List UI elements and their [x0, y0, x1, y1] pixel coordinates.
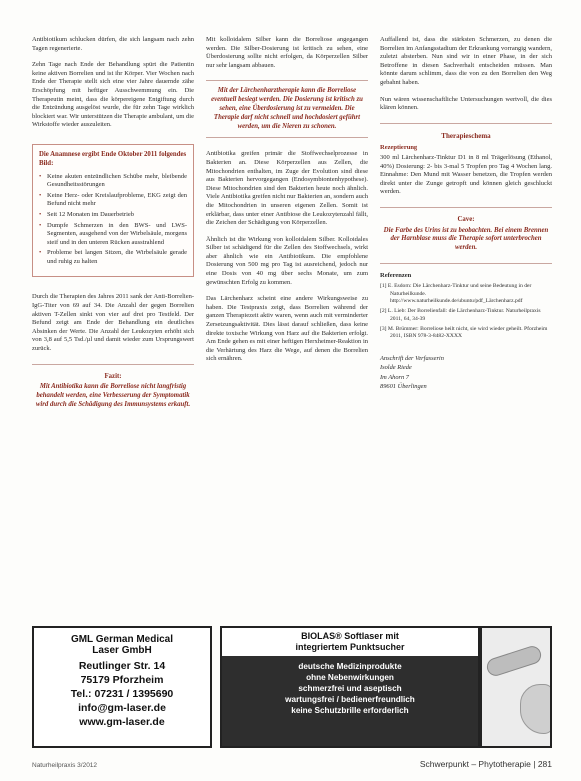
paragraph: Nun wären wissenschaftliche Untersuchungen wertvoll, die dies klären können. [380, 95, 552, 112]
divider [32, 364, 194, 365]
cave-heading: Cave: [457, 215, 475, 223]
list-item: • Seit 12 Monaten im Dauerbetrieb [39, 211, 187, 220]
author-name: Isolde Riede [380, 364, 412, 372]
fazit-heading: Fazit: [104, 372, 122, 380]
highlight-text: Mit der Lärchenharztherapie kann die Borreliose eventuell besiegt werden. Die Dosierung ist kritisch zu sehen, eine Überdosierung ist zu vermeiden. Die Therapie darf nicht schnell und hochdosiert geführt werden, um die Nieren zu schonen. [211, 87, 363, 130]
paragraph: Antibiotika greifen primär die Stoffwechselprozesse in Bakterien an. Diese Körperzellen aus Zellen, die Mitochondrien enthalten, im Zuge der Evolution sind diese aus Bakterien hervorgegangen (Endosymbiontenhypothese). Diese Mitochondrien sind den Bakterien heute noch ähnlich. Viele Antibiotika greifen nicht nur Bakterien an, sondern auch die Mitochondrien in unseren eigenen Zellen. Somit ist erklärbar, dass unter einer Antibiose die Leukozytenzahl fällt, die Zeichen der Schädigung von Körperzellen. [206, 150, 368, 227]
paragraph: Durch die Therapien des Jahres 2011 sank der Anti-Borrelien-IgG-Titer von 69 auf 34. Die Anzahl der gegen Borrelien aktiven T-Zellen sinkt von vier auf drei pro Testfeld. Der Befund zeigt am Ende der Behandlung ein deutliches Absinken der Werte. Die Anzahl der Leukozyten erhöht sich von 3,8 auf 5,5 Tsd./µl und damit wieder zum Ursprungswert zurück. [32, 293, 194, 353]
divider [380, 123, 552, 124]
company-name-1: GML German Medical [70, 634, 174, 645]
divider [380, 263, 552, 264]
feature-line: deutsche Medizinprodukte [298, 662, 402, 671]
list-item: • Probleme bei langen Sitzen, die Wirbelsäule gerade und ruhig zu halten [39, 249, 187, 266]
ear-image [520, 684, 552, 734]
references-list [380, 283, 552, 340]
therapy-scheme-title: Therapieschema [441, 131, 491, 140]
anamnesis-list [39, 173, 187, 267]
reference-item: [3] M. Brümmer: Borreliose heilt nicht, sie wird wieder geheilt. Pforzheim 2011, ISBN 978-3-8482-XXXX [380, 325, 548, 340]
list-item: • Dumpfe Schmerzen in den BWS- und LWS-Segmenten, ausgehend von der Wirbelsäule, morgens steif und in den unteren Rücken ausstrahlend [39, 222, 187, 248]
paragraph: Antibiotikum schlucken dürfen, die sich langsam nach zehn Tagen regenerierte. [32, 36, 194, 52]
paragraph: Ähnlich ist die Wirkung von kolloidalem Silber. Kolloidales Silber ist schädigend für die Zellen des Stoffwechsels, wirkt aber ähnlich wie ein Antibiotikum. Die empfohlene Dosierung von 500 mg pro Tag ist ausreichend, jedoch nur eine Dosis von 40 mg über sechs Monate, um zum gewünschten Erfolg zu kommen. [206, 235, 368, 286]
page-footer [32, 760, 552, 774]
feature-line: keine Schutzbrille erforderlich [291, 706, 409, 715]
fazit-text: Mit Antibiotika kann die Borreliose nicht langfristig behandelt werden, eine Verbesserung der Symptomatik wird durch die Schädigung des Immunsystems erkauft. [35, 383, 191, 408]
gml-ad [32, 626, 212, 748]
feature-line: ohne Nebenwirkungen [306, 673, 394, 682]
author-address [380, 355, 552, 392]
biolas-ad [220, 626, 480, 748]
paragraph: Auffallend ist, dass die stärksten Schmerzen, zu denen die Borrelien im Anfangsstadium der Erkrankung vorrangig wandern, zuletzt absterben. Nun sind wir in einer Phase, in der sich Betroffene in diesen Sachverhalt entscheiden müssen. Man könnte darum schlimm, dass die von zu den Borrelien den Weg gebahnt haben. [380, 36, 552, 86]
reference-item: [1] E. Esdorn: Die Lärchenharz-Tinktur und seine Bedeutung in der Naturheilkunde. http://www.naturheilkunde.de/ubuntu/pdf_Lärchenharz.pdf [380, 283, 532, 305]
paragraph: Mit kolloidalem Silber kann die Borreliose angegangen werden. Die Silber-Dosierung ist kritisch zu sehen, eine Überdosierung sollte nicht erfolgen, da Körperzellen Silber nur sehr langsam abbauen. [206, 36, 368, 69]
highlight-box [206, 80, 368, 138]
anamnesis-box [32, 144, 194, 278]
column-1 [32, 36, 194, 410]
list-item: • Keine Herz- oder Kreislaufprobleme, EKG zeigt den Befund nicht mehr [39, 192, 187, 209]
company-name-2: Laser GmbH [92, 645, 152, 656]
company-website[interactable]: www.gm-laser.de [79, 716, 165, 728]
laser-device-image [485, 644, 544, 678]
biolas-headline-1: BIOLAS® Softlaser mit [301, 631, 399, 641]
list-item: • Keine akuten entzündlichen Schübe mehr, bleibende Gesundheitsstörungen [39, 173, 187, 190]
company-email[interactable]: info@gm-laser.de [78, 702, 166, 714]
company-phone: Tel.: 07231 / 1395690 [70, 688, 174, 700]
biolas-headline [222, 628, 478, 656]
cave-text: Die Farbe des Urins ist zu beobachten. Bei einem Brennen der Harnblase muss die Therapie sofort unterbrochen werden. [383, 226, 549, 252]
paragraph: Das Lärchenharz scheint eine andere Wirkungsweise zu haben. Die Testpraxis zeigt, dass Borrelien während der ganzen Therapiezeit aktiv waren, wenn auch mit verminderter Zersetzungsaktivität. Dies lässt darauf schließen, dass keine direkte toxische Wirkung von Harz auf die Bakterien erfolgt. Am Ende gehen es mit einer heftigen Herxheimer-Reaktion in die Verhärtung des Harz die Wege, auf denen die Borrelien sich ernähren. [206, 295, 368, 363]
company-street: Reutlinger Str. 14 [78, 660, 166, 672]
company-city: 75179 Pforzheim [80, 674, 164, 686]
biolas-features [222, 656, 478, 716]
address-label: Anschrift der Verfasserin [380, 354, 444, 362]
author-street: Im Ahorn 7 [380, 373, 409, 381]
column-3 [380, 36, 552, 393]
softlaser-photo [480, 626, 552, 748]
advertisement-strip [32, 626, 552, 754]
reference-item: [2] L. Lieb: Der Borrelienfall: die Lärchenharz-Tinktur. Naturheilpraxis 2011, 64, 34-39 [380, 308, 541, 322]
divider [380, 207, 552, 208]
section-page-number: Schwerpunkt – Phytotherapie | 281 [419, 759, 552, 769]
prescription-title: Rezeptierung [380, 144, 418, 152]
anamnesis-title: Die Anamnese ergibt Ende Oktober 2011 folgendes Bild: [39, 150, 187, 167]
prescription-text: 300 ml Lärchenharz-Tinktur D1 in 8 ml Trägerlösung (Ethanol, 40%) Dosierung: 2- bis 3-mal 5 Tropfen pro Tag 4 Wochen lang. Einnahme: Den Mund mit Wasser benetzen, die Tropfen werden direkt unter die Zunge getropft und können gleich geschluckt werden. [380, 153, 552, 196]
journal-issue: Naturheilpraxis 3/2012 [32, 762, 98, 769]
author-city: 89601 Überlingen [380, 383, 427, 391]
references-title: Referenzen [380, 271, 412, 279]
feature-line: wartungsfrei / bedienerfreundlich [285, 695, 415, 704]
feature-line: schmerzfrei und aseptisch [298, 684, 402, 693]
biolas-headline-2: integriertem Punktsucher [295, 641, 405, 652]
column-2 [206, 36, 368, 372]
paragraph: Zehn Tage nach Ende der Behandlung spürt die Patientin keine aktiven Borrelien und ist ihr Körper. Vier Wochen nach Ende der Therapie stellt sich eine vier Jahre dauernde zähe Erschöpfung mit heftiger Ausschwemmung ein. Die Therapeutin meint, dass die körpereigene Entgiftung durch die Entzündung ausgelöst wurde, die für zehn Tage wirklich blockiert war. Wir unterstützen die Therapie ambulant, um die Wirkstoffe wieder auszuleiten. [32, 61, 194, 129]
